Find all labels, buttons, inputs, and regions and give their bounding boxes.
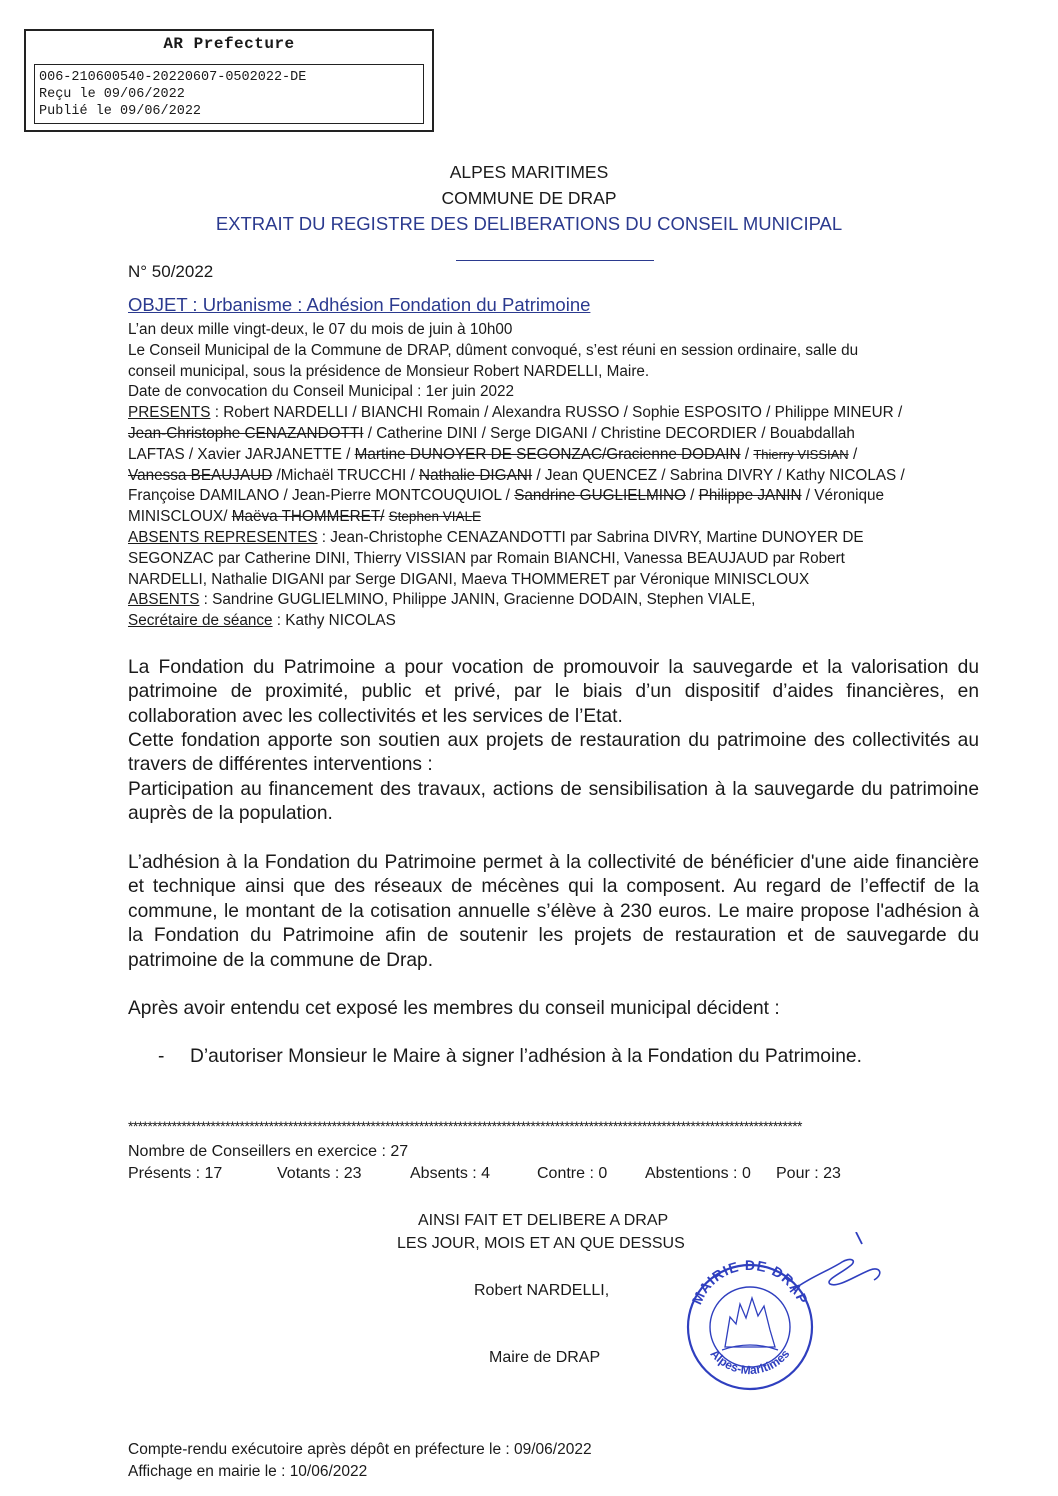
footer-executory: Compte-rendu exécutoire après dépôt en préfecture le : 09/06/2022 — [128, 1441, 592, 1458]
closing-line-2: LES JOUR, MOIS ET AN QUE DESSUS — [397, 1235, 685, 1252]
vote-absents: Absents : 4 — [410, 1165, 491, 1182]
struck-name: Jean-Christophe CENAZANDOTTI — [128, 424, 364, 442]
decision-item: D’autoriser Monsieur le Maire à signer l’adhésion à la Fondation du Patrimoine. — [190, 1046, 862, 1067]
presents-names: / Véronique — [801, 487, 885, 505]
paragraph-decision-intro: Après avoir entendu cet exposé les membres du conseil municipal décident : — [128, 998, 780, 1019]
council-statement-1: Le Conseil Municipal de la Commune de DRAP, dûment convoqué, s’est réuni en session ordinaire, salle du — [128, 341, 859, 359]
signatory-name: Robert NARDELLI, — [474, 1282, 610, 1299]
struck-name: Sandrine GUGLIELMINO — [514, 487, 686, 505]
object-title: OBJET : Urbanisme : Adhésion Fondation du Patrimoine — [128, 294, 591, 315]
attendance-block — [128, 320, 988, 632]
struck-name: Nathalie DIGANI — [419, 466, 533, 484]
presents-line-6 — [128, 507, 988, 528]
stamp-title: AR Prefecture — [163, 35, 295, 53]
represented-line-2: SEGONZAC par Catherine DINI, Thierry VISSIAN par Romain BIANCHI, Vanessa BEAUJAUD par Robert — [128, 549, 845, 567]
struck-name: Philippe JANIN — [698, 487, 802, 505]
presents-line-5 — [128, 486, 988, 507]
paragraph-membership: L’adhésion à la Fondation du Patrimoine permet à la collectivité de bénéficier d'une aide financière et technique ainsi que des réseaux de mécènes qui la composent. Au regard de l’effectif de la commune, le montant de la cotisation annuelle s’élève à 230 euros. Le maire propose l'adhésion à la Fondation du Patrimoine afin de soutenir les projets de restauration et de sauvegarde du patrimoine de la commune de Drap. — [128, 852, 979, 971]
stamp-reference: 006-210600540-20220607-0502022-DE — [39, 70, 307, 85]
mairie-seal — [670, 1232, 890, 1392]
paragraph-foundation-purpose: La Fondation du Patrimoine a pour vocation de promouvoir la sauvegarde et la valorisation du patrimoine de proximité, public et privé, par le biais d’un dispositif d’aides financières, en collaboration avec les collectivités et les services de l’Etat. — [128, 657, 979, 727]
absents-line — [128, 590, 988, 611]
struck-name: Stephen VIALE — [388, 509, 481, 525]
stamp-published: Publié le 09/06/2022 — [39, 104, 202, 119]
separator-text: / — [740, 445, 754, 463]
presents-names: LAFTAS / Xavier JARJANETTE / — [128, 445, 355, 463]
absents-label: ABSENTS — [128, 591, 200, 609]
represented-line-1 — [128, 528, 988, 549]
vote-abstentions: Abstentions : 0 — [645, 1165, 751, 1182]
presents-line-3 — [128, 445, 988, 466]
presents-names: MINISCLOUX/ — [128, 508, 232, 526]
paragraph-foundation-support: Cette fondation apporte son soutien aux projets de restauration du patrimoine des collectivités au travers de différentes interventions : — [128, 730, 979, 776]
presents-names: : Robert NARDELLI / BIANCHI Romain / Alexandra RUSSO / Sophie ESPOSITO / Philippe MINEUR / — [210, 404, 903, 422]
separator-text: / — [848, 445, 858, 463]
closing-line-1: AINSI FAIT ET DELIBERE A DRAP — [418, 1212, 669, 1229]
department-heading: ALPES MARITIMES — [449, 162, 609, 182]
represented-label: ABSENTS REPRESENTES — [128, 528, 318, 546]
bullet-marker: - — [158, 1046, 165, 1067]
vote-votants: Votants : 23 — [277, 1165, 362, 1182]
signatory-role: Maire de DRAP — [489, 1349, 601, 1366]
secretary-name: : Kathy NICOLAS — [272, 612, 396, 630]
convocation-date: Date de convocation du Conseil Municipal : 1er juin 2022 — [128, 383, 515, 401]
deliberation-number: N° 50/2022 — [128, 262, 214, 281]
seal-top-text: MAIRIE DE DRAP — [688, 1256, 812, 1307]
presents-line-4 — [128, 466, 988, 487]
presents-names: / Jean QUENCEZ / Sabrina DIVRY / Kathy NICOLAS / — [532, 466, 905, 484]
council-statement-2: conseil municipal, sous la présidence de Monsieur Robert NARDELLI, Maire. — [128, 362, 650, 380]
vote-presents: Présents : 17 — [128, 1165, 223, 1182]
struck-name: Thierry VISSIAN — [753, 446, 849, 462]
represented-line-3: NARDELLI, Nathalie DIGANI par Serge DIGANI, Maeva THOMMERET par Véronique MINISCLOUX — [128, 570, 810, 588]
presents-names: /Michaël TRUCCHI / — [272, 466, 420, 484]
footer-display: Affichage en mairie le : 10/06/2022 — [128, 1463, 368, 1480]
struck-name: Maëva THOMMERET/ — [231, 508, 385, 526]
secretary-label: Secrétaire de séance — [128, 612, 273, 630]
separator-text: / — [685, 487, 699, 505]
vote-contre: Contre : 0 — [537, 1165, 608, 1182]
meeting-date: L’an deux mille vingt-deux, le 07 du mois de juin à 10h00 — [128, 321, 513, 338]
presents-line-2 — [128, 424, 988, 445]
councillors-count: Nombre de Conseillers en exercice : 27 — [128, 1143, 409, 1160]
presents-names: / Catherine DINI / Serge DIGANI / Christine DECORDIER / Bouabdallah — [363, 424, 855, 442]
presents-names: Françoise DAMILANO / Jean-Pierre MONTCOUQUIOL / — [128, 487, 515, 505]
prefecture-stamp — [24, 29, 434, 132]
struck-name: Martine DUNOYER DE SEGONZAC/Gracienne DODAIN — [354, 445, 741, 463]
seal-bottom-text: Alpes-Maritimes — [707, 1346, 793, 1378]
stamp-received: Reçu le 09/06/2022 — [39, 87, 185, 102]
register-title: EXTRAIT DU REGISTRE DES DELIBERATIONS DU CONSEIL MUNICIPAL — [215, 213, 843, 234]
stamp-details — [34, 64, 424, 124]
presents-line-1 — [128, 403, 988, 424]
asterisk-separator: ******************************************************************************************************************************************* — [128, 1118, 802, 1134]
secretary-line — [128, 611, 988, 632]
paragraph-participation: Participation au financement des travaux, actions de sensibilisation à la sauvegarde du patrimoine auprès de la population. — [128, 779, 979, 825]
commune-heading: COMMUNE DE DRAP — [441, 188, 617, 208]
represented-names: : Jean-Christophe CENAZANDOTTI par Sabrina DIVRY, Martine DUNOYER DE — [317, 528, 864, 546]
absents-names: : Sandrine GUGLIELMINO, Philippe JANIN, Gracienne DODAIN, Stephen VIALE, — [199, 591, 756, 609]
header-divider — [456, 260, 654, 261]
presents-label: PRESENTS — [128, 404, 211, 422]
vote-pour: Pour : 23 — [776, 1165, 841, 1182]
struck-name: Vanessa BEAUJAUD — [128, 466, 273, 484]
